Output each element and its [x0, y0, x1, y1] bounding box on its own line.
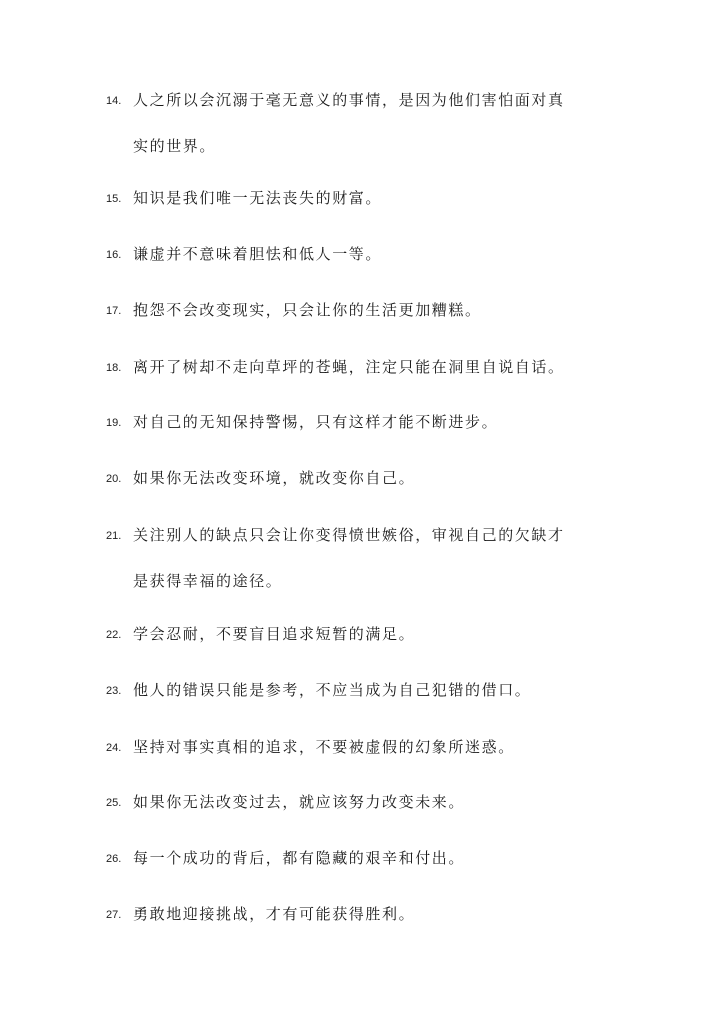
- list-item-number: 24.: [106, 742, 122, 754]
- list-item-text: 关注别人的缺点只会让你变得愤世嫉俗，审视自己的欠缺才: [133, 526, 565, 544]
- list-item: [106, 524, 646, 592]
- list-item: [106, 89, 646, 157]
- list-item-number: 17.: [106, 305, 122, 317]
- list-item-number: 21.: [106, 530, 122, 542]
- list-item-line: [106, 467, 646, 489]
- list-item-line: [106, 903, 646, 925]
- list-item: [106, 243, 646, 265]
- list-item-text: 知识是我们唯一无法丧失的财富。: [133, 189, 383, 207]
- list-item-line: [106, 570, 646, 592]
- list-item-text: 是获得幸福的途径。: [133, 572, 283, 590]
- list-item-text: 人之所以会沉溺于毫无意义的事情，是因为他们害怕面对真: [133, 91, 565, 109]
- list-item-text: 坚持对事实真相的追求，不要被虚假的幻象所迷惑。: [133, 738, 515, 756]
- list-item-text: 谦虚并不意味着胆怯和低人一等。: [133, 245, 383, 263]
- list-item-text: 实的世界。: [133, 137, 217, 155]
- list-item-line: [106, 791, 646, 813]
- list-item: [106, 411, 646, 433]
- list-item-line: [106, 243, 646, 265]
- list-item: [106, 467, 646, 489]
- list-item-number: 23.: [106, 685, 122, 697]
- list-item-number: 22.: [106, 629, 122, 641]
- list-item-line: [106, 623, 646, 645]
- list-item: [106, 356, 646, 378]
- list-item: [106, 187, 646, 209]
- list-item-number: 18.: [106, 362, 122, 374]
- list-item-line: [106, 736, 646, 758]
- list-item-text: 对自己的无知保持警惕，只有这样才能不断进步。: [133, 413, 499, 431]
- list-item-text: 学会忍耐，不要盲目追求短暂的满足。: [133, 625, 416, 643]
- list-item-number: 25.: [106, 797, 122, 809]
- list-item: [106, 299, 646, 321]
- list-item: [106, 903, 646, 925]
- list-item-number: 27.: [106, 909, 122, 921]
- list-item-line: [106, 679, 646, 701]
- list-item-line: [106, 299, 646, 321]
- list-item-text: 如果你无法改变环境，就改变你自己。: [133, 469, 416, 487]
- list-item-line: [106, 847, 646, 869]
- list-item-number: 15.: [106, 193, 122, 205]
- list-item-line: [106, 411, 646, 433]
- list-item-text: 他人的错误只能是参考，不应当成为自己犯错的借口。: [133, 681, 532, 699]
- list-item-number: 19.: [106, 417, 122, 429]
- list-item-number: 14.: [106, 95, 122, 107]
- list-item-line: [106, 187, 646, 209]
- list-item: [106, 679, 646, 701]
- list-item: [106, 847, 646, 869]
- list-item-line: [106, 524, 646, 546]
- list-item: [106, 623, 646, 645]
- list-item-number: 26.: [106, 853, 122, 865]
- list-item-text: 每一个成功的背后，都有隐藏的艰辛和付出。: [133, 849, 466, 867]
- list-item-line: [106, 89, 646, 111]
- list-item-text: 离开了树却不走向草坪的苍蝇，注定只能在洞里自说自话。: [133, 358, 565, 376]
- list-item-line: [106, 135, 646, 157]
- list-item: [106, 736, 646, 758]
- list-item-number: 16.: [106, 249, 122, 261]
- list-item-text: 如果你无法改变过去，就应该努力改变未来。: [133, 793, 466, 811]
- list-item: [106, 791, 646, 813]
- list-item-number: 20.: [106, 473, 122, 485]
- list-item-text: 勇敢地迎接挑战，才有可能获得胜利。: [133, 905, 416, 923]
- list-item-text: 抱怨不会改变现实，只会让你的生活更加糟糕。: [133, 301, 482, 319]
- list-item-line: [106, 356, 646, 378]
